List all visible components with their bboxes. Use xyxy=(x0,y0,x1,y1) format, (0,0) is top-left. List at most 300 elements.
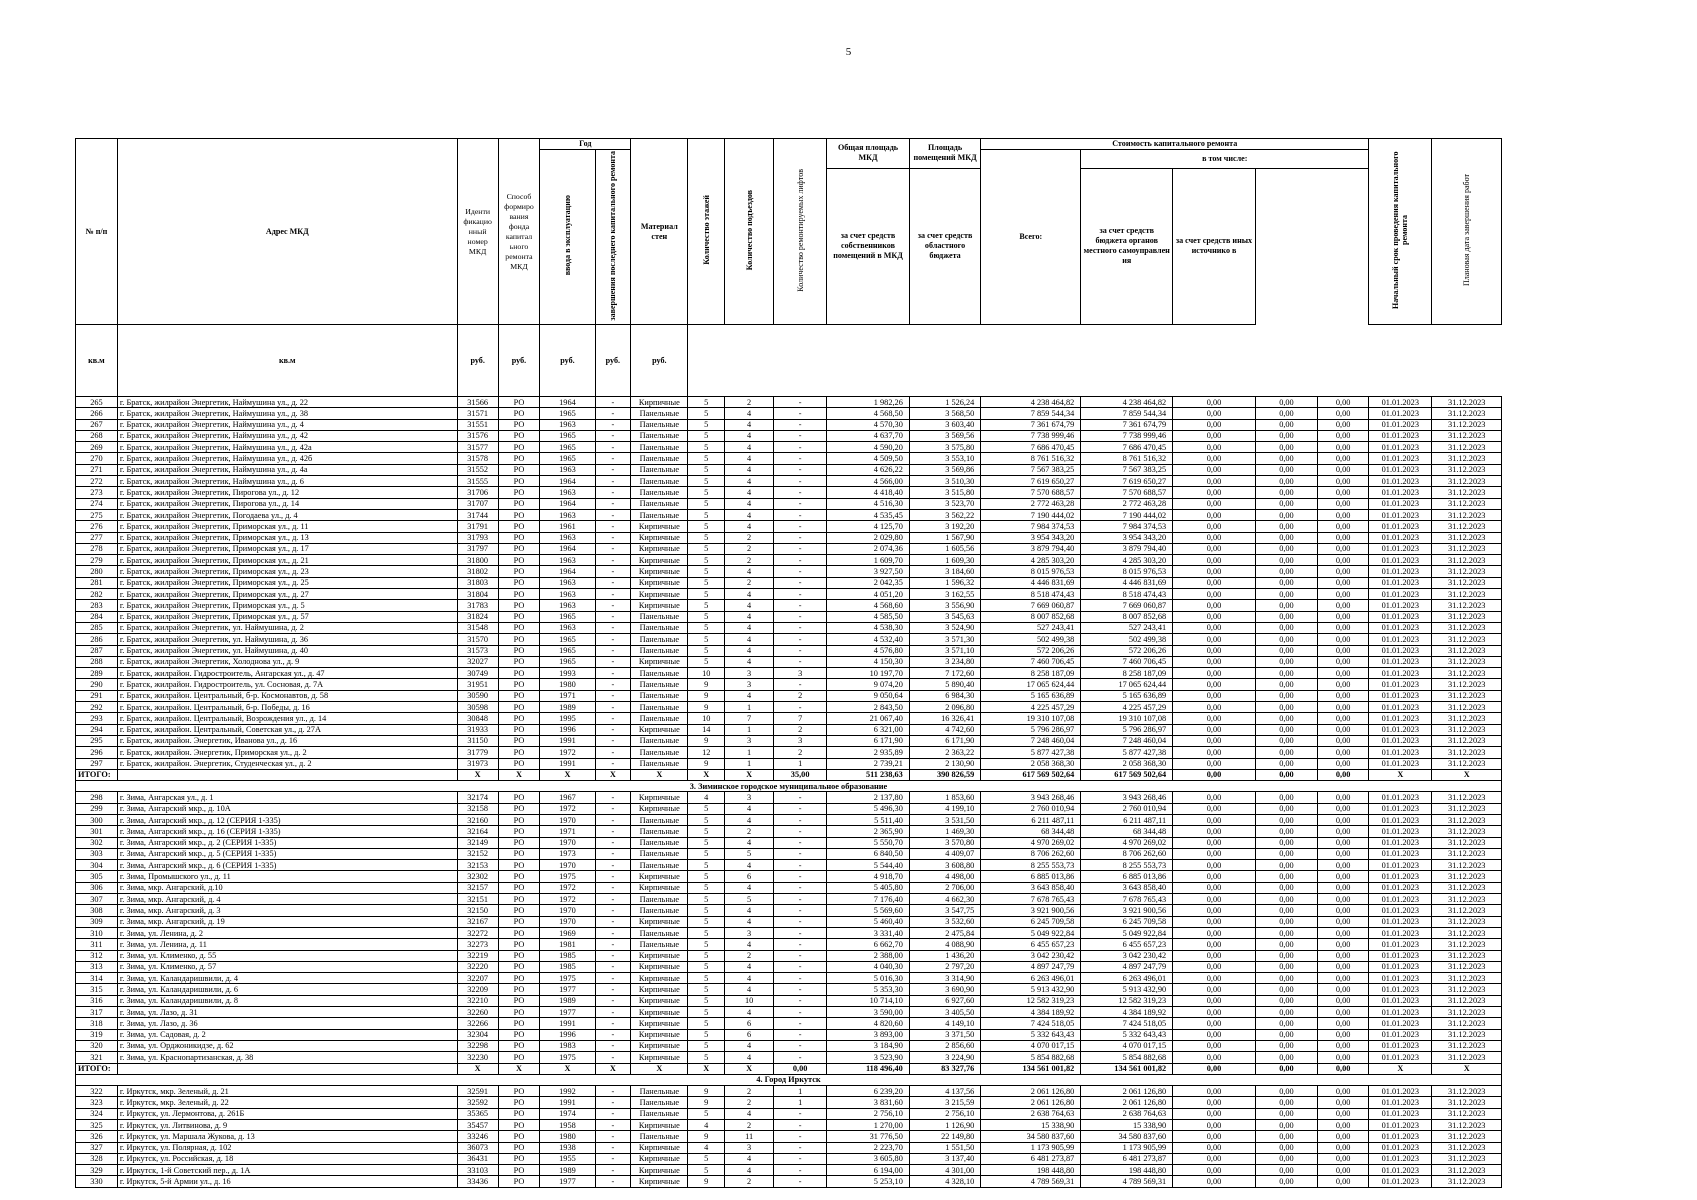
cell-fund-method: РО xyxy=(498,622,540,633)
cell-num: 287 xyxy=(76,645,118,656)
cell-year-commission: 1972 xyxy=(540,882,595,893)
cell-elevators: - xyxy=(774,916,827,927)
cell-end-date: 31.12.2023 xyxy=(1432,961,1502,972)
cell-wall-material: Панельные xyxy=(631,611,688,622)
cell-regional: 0,00 xyxy=(1173,702,1256,713)
cell-fund-method: РО xyxy=(498,1153,540,1164)
header-regional: за счет средств областного бюджета xyxy=(909,168,980,324)
cell-elevators: - xyxy=(774,1142,827,1153)
cell-floors: 5 xyxy=(688,1007,725,1018)
cell-end-date: 31.12.2023 xyxy=(1432,634,1502,645)
cell-end-date: 31.12.2023 xyxy=(1432,577,1502,588)
cell-id: X xyxy=(457,769,498,780)
cell-premises-area: 1 605,56 xyxy=(909,543,980,554)
cell-premises-area: 3 371,50 xyxy=(909,1029,980,1040)
cell-elevators: - xyxy=(774,939,827,950)
cell-premises-area: 1 436,20 xyxy=(909,950,980,961)
cell-id: 30848 xyxy=(457,713,498,724)
cell-wall-material: Кирпичные xyxy=(631,961,688,972)
cell-total-area: 3 927,50 xyxy=(827,566,910,577)
cell-other: 0,00 xyxy=(1318,927,1369,938)
cell-other: 0,00 xyxy=(1318,521,1369,532)
header-owners: за счет средств собственников помещений в МКД xyxy=(827,168,910,324)
cell-address: г. Иркутск, 1-й Советский пер., д. 1А xyxy=(117,1165,457,1176)
cell-address: г. Зима, Ангарская ул., д. 1 xyxy=(117,792,457,803)
cell-premises-area: 3 569,86 xyxy=(909,464,980,475)
cell-elevators: - xyxy=(774,1165,827,1176)
cell-regional: 0,00 xyxy=(1173,837,1256,848)
table-row xyxy=(76,566,1502,577)
cell-start-date: 01.01.2023 xyxy=(1369,950,1432,961)
cell-local: 0,00 xyxy=(1255,905,1317,916)
cell-year-commission: 1989 xyxy=(540,702,595,713)
cell-start-date: 01.01.2023 xyxy=(1369,476,1432,487)
cell-id: 36073 xyxy=(457,1142,498,1153)
cell-address: г. Братск, жилрайон Энергетик, Наймушина ул., д. 4 xyxy=(117,419,457,430)
cell-entrances: 2 xyxy=(725,555,774,566)
cell-other: 0,00 xyxy=(1318,713,1369,724)
cell-end-date: 31.12.2023 xyxy=(1432,905,1502,916)
cell-end-date: 31.12.2023 xyxy=(1432,735,1502,746)
cell-elevators: - xyxy=(774,453,827,464)
cell-total-area: 4 150,30 xyxy=(827,656,910,667)
table-row xyxy=(76,453,1502,464)
cell-floors: 10 xyxy=(688,713,725,724)
cell-address: г. Зима, Ангарский мкр., д. 2 (СЕРИЯ 1-335) xyxy=(117,837,457,848)
cell-local: 0,00 xyxy=(1255,973,1317,984)
cell-total-area: 4 585,50 xyxy=(827,611,910,622)
cell-total-area: 4 820,60 xyxy=(827,1018,910,1029)
cell-local: 0,00 xyxy=(1255,1007,1317,1018)
cell-year-last-repair: - xyxy=(595,939,631,950)
table-row xyxy=(76,1018,1502,1029)
cell-wall-material: Кирпичные xyxy=(631,543,688,554)
cell-regional: 0,00 xyxy=(1173,566,1256,577)
cell-id: 32164 xyxy=(457,826,498,837)
cell-year-last-repair: - xyxy=(595,724,631,735)
table-row xyxy=(76,1165,1502,1176)
cell-num: 278 xyxy=(76,543,118,554)
cell-id: 32174 xyxy=(457,792,498,803)
cell-floors: 5 xyxy=(688,521,725,532)
cell-premises-area: 1 469,30 xyxy=(909,826,980,837)
cell-local: 0,00 xyxy=(1255,702,1317,713)
cell-address: г. Братск, жилрайон Энергетик, Погодаева ул., д. 4 xyxy=(117,509,457,520)
cell-year-last-repair: - xyxy=(595,882,631,893)
cell-total-area: 4 538,30 xyxy=(827,622,910,633)
table-row xyxy=(76,532,1502,543)
cell-regional: 0,00 xyxy=(1173,814,1256,825)
cell-floors: 9 xyxy=(688,1086,725,1097)
cell-premises-area: 2 756,10 xyxy=(909,1108,980,1119)
cell-start-date: 01.01.2023 xyxy=(1369,442,1432,453)
cell-total-area: 4 051,20 xyxy=(827,589,910,600)
table-row xyxy=(76,656,1502,667)
cell-other: 0,00 xyxy=(1318,973,1369,984)
cell-local: 0,00 xyxy=(1255,397,1317,408)
cell-total-area: 2 756,10 xyxy=(827,1108,910,1119)
cell-num: ИТОГО: xyxy=(76,769,118,780)
cell-year-last-repair: - xyxy=(595,397,631,408)
cell-owners: 34 580 837,60 xyxy=(1081,1131,1173,1142)
cell-year-last-repair: - xyxy=(595,1153,631,1164)
cell-other: 0,00 xyxy=(1318,882,1369,893)
cell-elevators: - xyxy=(774,645,827,656)
cell-floors: 5 xyxy=(688,826,725,837)
cell-total-area: 118 496,40 xyxy=(827,1063,910,1074)
header-start-date-text: Начальный срок проведения капитального ремонта xyxy=(1391,151,1410,309)
cell-owners: 7 460 706,45 xyxy=(1081,656,1173,667)
cell-owners: 4 446 831,69 xyxy=(1081,577,1173,588)
cell-address: г. Братск, жилрайон Энергетик, Приморская ул., д. 23 xyxy=(117,566,457,577)
cell-id: 31803 xyxy=(457,577,498,588)
cell-num: ИТОГО: xyxy=(76,1063,118,1074)
cell-elevators: 35,00 xyxy=(774,769,827,780)
cell-other: 0,00 xyxy=(1318,984,1369,995)
cell-start-date: 01.01.2023 xyxy=(1369,679,1432,690)
cell-premises-area: 3 224,90 xyxy=(909,1052,980,1063)
cell-address: г. Зима, мкр. Ангарский, д.10 xyxy=(117,882,457,893)
cell-id: X xyxy=(457,1063,498,1074)
cell-start-date: 01.01.2023 xyxy=(1369,656,1432,667)
cell-other: 0,00 xyxy=(1318,826,1369,837)
cell-premises-area: 3 192,20 xyxy=(909,521,980,532)
cell-start-date: 01.01.2023 xyxy=(1369,430,1432,441)
table-row xyxy=(76,961,1502,972)
cell-address: г. Братск, жилрайон Энергетик, Наймушина ул., д. 4а xyxy=(117,464,457,475)
cell-other: 0,00 xyxy=(1318,837,1369,848)
cell-floors: 5 xyxy=(688,498,725,509)
cell-regional: 0,00 xyxy=(1173,950,1256,961)
cell-id: 32220 xyxy=(457,961,498,972)
cell-premises-area: 1 609,30 xyxy=(909,555,980,566)
cell-start-date: 01.01.2023 xyxy=(1369,577,1432,588)
cell-total-cost: 5 049 922,84 xyxy=(981,927,1081,938)
cell-local: 0,00 xyxy=(1255,498,1317,509)
cell-address: г. Зима, Ангарский мкр., д. 5 (СЕРИЯ 1-335) xyxy=(117,848,457,859)
cell-address: г. Зима, ул. Ленина, д. 11 xyxy=(117,939,457,950)
cell-fund-method: РО xyxy=(498,679,540,690)
cell-entrances: 4 xyxy=(725,419,774,430)
cell-premises-area: 3 571,10 xyxy=(909,645,980,656)
cell-local: 0,00 xyxy=(1255,995,1317,1006)
cell-other: 0,00 xyxy=(1318,397,1369,408)
cell-year-commission: 1970 xyxy=(540,916,595,927)
cell-total-cost: 7 190 444,02 xyxy=(981,509,1081,520)
cell-year-commission: 1964 xyxy=(540,543,595,554)
cell-id: 31577 xyxy=(457,442,498,453)
cell-regional: 0,00 xyxy=(1173,634,1256,645)
cell-total-area: 4 568,60 xyxy=(827,600,910,611)
cell-start-date: 01.01.2023 xyxy=(1369,826,1432,837)
cell-wall-material: Панельные xyxy=(631,679,688,690)
table-row xyxy=(76,1086,1502,1097)
cell-end-date: 31.12.2023 xyxy=(1432,1131,1502,1142)
cell-fund-method: РО xyxy=(498,600,540,611)
cell-other: 0,00 xyxy=(1318,894,1369,905)
cell-premises-area: 5 890,40 xyxy=(909,679,980,690)
cell-total-area: 4 918,70 xyxy=(827,871,910,882)
cell-end-date: 31.12.2023 xyxy=(1432,589,1502,600)
cell-total-cost: 7 669 060,87 xyxy=(981,600,1081,611)
cell-local: 0,00 xyxy=(1255,476,1317,487)
cell-id: 33436 xyxy=(457,1176,498,1187)
cell-total-cost: 6 263 496,01 xyxy=(981,973,1081,984)
cell-fund-method: РО xyxy=(498,521,540,532)
cell-local: 0,00 xyxy=(1255,927,1317,938)
cell-other: 0,00 xyxy=(1318,634,1369,645)
cell-start-date: 01.01.2023 xyxy=(1369,1142,1432,1153)
cell-year-last-repair: - xyxy=(595,1018,631,1029)
cell-entrances: 4 xyxy=(725,611,774,622)
cell-num: 328 xyxy=(76,1153,118,1164)
cell-start-date: 01.01.2023 xyxy=(1369,555,1432,566)
cell-total-cost: 8 761 516,32 xyxy=(981,453,1081,464)
cell-total-cost: 617 569 502,64 xyxy=(981,769,1081,780)
cell-premises-area: 7 172,60 xyxy=(909,668,980,679)
cell-owners: 8 518 474,43 xyxy=(1081,589,1173,600)
cell-entrances: 6 xyxy=(725,1018,774,1029)
cell-num: 276 xyxy=(76,521,118,532)
cell-floors: 5 xyxy=(688,927,725,938)
cell-address: г. Зима, Ангарский мкр., д. 6 (СЕРИЯ 1-335) xyxy=(117,860,457,871)
cell-wall-material: X xyxy=(631,1063,688,1074)
cell-premises-area: 3 571,30 xyxy=(909,634,980,645)
cell-id: 31555 xyxy=(457,476,498,487)
cell-local: 0,00 xyxy=(1255,894,1317,905)
cell-other: 0,00 xyxy=(1318,487,1369,498)
cell-elevators: - xyxy=(774,848,827,859)
cell-year-commission: 1965 xyxy=(540,442,595,453)
cell-year-last-repair: - xyxy=(595,408,631,419)
table-row xyxy=(76,1040,1502,1051)
cell-owners: 2 638 764,63 xyxy=(1081,1108,1173,1119)
cell-fund-method: РО xyxy=(498,1108,540,1119)
cell-entrances: 3 xyxy=(725,735,774,746)
cell-total-area: 4 626,22 xyxy=(827,464,910,475)
cell-address: г. Иркутск, ул. Лермонтова, д. 261Б xyxy=(117,1108,457,1119)
cell-address: г. Братск, жилрайон. Центральный, Возрождения ул., д. 14 xyxy=(117,713,457,724)
cell-owners: 4 238 464,82 xyxy=(1081,397,1173,408)
cell-year-last-repair: - xyxy=(595,871,631,882)
cell-year-commission: X xyxy=(540,1063,595,1074)
capital-repair-table xyxy=(75,138,1502,1188)
cell-fund-method: РО xyxy=(498,532,540,543)
cell-other: 0,00 xyxy=(1318,464,1369,475)
cell-local: 0,00 xyxy=(1255,1086,1317,1097)
cell-local: 0,00 xyxy=(1255,419,1317,430)
header-year-last-repair-text: завершения последнего капитального ремонта xyxy=(608,150,618,321)
cell-num: 279 xyxy=(76,555,118,566)
cell-address: г. Иркутск, мкр. Зеленый, д. 21 xyxy=(117,1086,457,1097)
cell-total-cost: 68 344,48 xyxy=(981,826,1081,837)
header-total-cost: Всего: xyxy=(981,150,1081,325)
cell-fund-method: РО xyxy=(498,453,540,464)
header-floors-text: Количество этажей xyxy=(701,195,711,265)
cell-end-date: 31.12.2023 xyxy=(1432,555,1502,566)
cell-entrances: 4 xyxy=(725,939,774,950)
cell-premises-area: 1 526,24 xyxy=(909,397,980,408)
table-row xyxy=(76,894,1502,905)
cell-owners: 3 042 230,42 xyxy=(1081,950,1173,961)
cell-year-commission: 1996 xyxy=(540,1029,595,1040)
cell-total-area: 2 074,36 xyxy=(827,543,910,554)
cell-num: 267 xyxy=(76,419,118,430)
cell-num: 322 xyxy=(76,1086,118,1097)
cell-elevators: - xyxy=(774,589,827,600)
cell-regional: 0,00 xyxy=(1173,645,1256,656)
cell-elevators: - xyxy=(774,1007,827,1018)
cell-regional: 0,00 xyxy=(1173,1086,1256,1097)
cell-fund-method: РО xyxy=(498,487,540,498)
cell-end-date: 31.12.2023 xyxy=(1432,1176,1502,1187)
cell-year-commission: 1963 xyxy=(540,589,595,600)
cell-start-date: 01.01.2023 xyxy=(1369,1018,1432,1029)
cell-regional: 0,00 xyxy=(1173,871,1256,882)
cell-local: 0,00 xyxy=(1255,453,1317,464)
cell-num: 277 xyxy=(76,532,118,543)
cell-id: 32151 xyxy=(457,894,498,905)
cell-fund-method: РО xyxy=(498,792,540,803)
cell-year-commission: 1964 xyxy=(540,397,595,408)
cell-total-area: 6 171,90 xyxy=(827,735,910,746)
cell-year-last-repair: - xyxy=(595,1052,631,1063)
cell-entrances: 4 xyxy=(725,1108,774,1119)
cell-owners: 7 570 688,57 xyxy=(1081,487,1173,498)
cell-total-area: 9 050,64 xyxy=(827,690,910,701)
cell-owners: 5 854 882,68 xyxy=(1081,1052,1173,1063)
cell-fund-method: РО xyxy=(498,973,540,984)
cell-fund-method: РО xyxy=(498,419,540,430)
cell-elevators: 2 xyxy=(774,690,827,701)
cell-fund-method: РО xyxy=(498,634,540,645)
cell-local: 0,00 xyxy=(1255,656,1317,667)
cell-num: 330 xyxy=(76,1176,118,1187)
cell-year-last-repair: - xyxy=(595,645,631,656)
cell-total-area: 3 893,00 xyxy=(827,1029,910,1040)
header-elevators xyxy=(774,139,827,325)
cell-floors: 5 xyxy=(688,408,725,419)
cell-fund-method: РО xyxy=(498,543,540,554)
cell-total-cost: 198 448,80 xyxy=(981,1165,1081,1176)
table-row xyxy=(76,577,1502,588)
cell-regional: 0,00 xyxy=(1173,577,1256,588)
cell-owners: 4 070 017,15 xyxy=(1081,1040,1173,1051)
cell-entrances: 5 xyxy=(725,848,774,859)
cell-entrances: 10 xyxy=(725,995,774,1006)
cell-wall-material: Панельные xyxy=(631,848,688,859)
cell-wall-material: Кирпичные xyxy=(631,916,688,927)
cell-wall-material: Панельные xyxy=(631,476,688,487)
cell-elevators: - xyxy=(774,566,827,577)
table-row xyxy=(76,600,1502,611)
cell-year-last-repair: - xyxy=(595,1029,631,1040)
cell-floors: 5 xyxy=(688,905,725,916)
cell-owners: 8 706 262,60 xyxy=(1081,848,1173,859)
cell-num: 317 xyxy=(76,1007,118,1018)
cell-local: 0,00 xyxy=(1255,487,1317,498)
cell-premises-area: 3 570,80 xyxy=(909,837,980,848)
cell-elevators: - xyxy=(774,487,827,498)
cell-wall-material: Панельные xyxy=(631,1097,688,1108)
cell-wall-material: Панельные xyxy=(631,826,688,837)
cell-other: 0,00 xyxy=(1318,419,1369,430)
cell-wall-material: Кирпичные xyxy=(631,1120,688,1131)
cell-other: 0,00 xyxy=(1318,1108,1369,1119)
header-cost-group: Стоимость капитального ремонта xyxy=(981,139,1369,150)
cell-elevators: - xyxy=(774,679,827,690)
cell-id: 31933 xyxy=(457,724,498,735)
cell-year-last-repair: - xyxy=(595,905,631,916)
cell-total-area: 4 040,30 xyxy=(827,961,910,972)
table-row xyxy=(76,1120,1502,1131)
cell-start-date: 01.01.2023 xyxy=(1369,543,1432,554)
cell-year-commission: 1972 xyxy=(540,747,595,758)
cell-total-area: 4 590,20 xyxy=(827,442,910,453)
cell-floors: 5 xyxy=(688,453,725,464)
cell-id: 31797 xyxy=(457,543,498,554)
cell-elevators: - xyxy=(774,894,827,905)
cell-wall-material: Кирпичные xyxy=(631,555,688,566)
cell-year-last-repair: - xyxy=(595,419,631,430)
cell-wall-material: Кирпичные xyxy=(631,1029,688,1040)
cell-premises-area: 3 405,50 xyxy=(909,1007,980,1018)
cell-local: 0,00 xyxy=(1255,848,1317,859)
cell-owners: 3 954 343,20 xyxy=(1081,532,1173,543)
cell-owners: 5 165 636,89 xyxy=(1081,690,1173,701)
cell-premises-area: 83 327,76 xyxy=(909,1063,980,1074)
cell-year-commission: 1965 xyxy=(540,611,595,622)
cell-floors: 5 xyxy=(688,961,725,972)
cell-total-cost: 7 738 999,46 xyxy=(981,430,1081,441)
cell-owners: 5 049 922,84 xyxy=(1081,927,1173,938)
cell-id: 32219 xyxy=(457,950,498,961)
cell-year-last-repair: - xyxy=(595,521,631,532)
cell-other: 0,00 xyxy=(1318,1086,1369,1097)
cell-year-last-repair: - xyxy=(595,848,631,859)
cell-year-last-repair: - xyxy=(595,543,631,554)
cell-year-commission: 1964 xyxy=(540,566,595,577)
cell-num: 289 xyxy=(76,668,118,679)
cell-other: 0,00 xyxy=(1318,1063,1369,1074)
cell-start-date: 01.01.2023 xyxy=(1369,498,1432,509)
cell-local: 0,00 xyxy=(1255,1142,1317,1153)
cell-num: 305 xyxy=(76,871,118,882)
cell-entrances: 1 xyxy=(725,724,774,735)
cell-total-area: 5 353,30 xyxy=(827,984,910,995)
cell-floors: 5 xyxy=(688,860,725,871)
cell-regional: 0,00 xyxy=(1173,453,1256,464)
cell-other: 0,00 xyxy=(1318,905,1369,916)
cell-total-area: 6 662,70 xyxy=(827,939,910,950)
cell-floors: 5 xyxy=(688,803,725,814)
cell-premises-area: 3 524,90 xyxy=(909,622,980,633)
cell-year-last-repair: - xyxy=(595,442,631,453)
cell-fund-method: РО xyxy=(498,1120,540,1131)
cell-end-date: 31.12.2023 xyxy=(1432,860,1502,871)
cell-other: 0,00 xyxy=(1318,566,1369,577)
total-row xyxy=(76,1063,1502,1074)
cell-other: 0,00 xyxy=(1318,645,1369,656)
cell-premises-area: 1 853,60 xyxy=(909,792,980,803)
cell-address: г. Иркутск, ул. Российская, д. 18 xyxy=(117,1153,457,1164)
cell-local: 0,00 xyxy=(1255,1052,1317,1063)
cell-wall-material: Панельные xyxy=(631,634,688,645)
cell-entrances: 2 xyxy=(725,1086,774,1097)
cell-total-area: 4 516,30 xyxy=(827,498,910,509)
cell-regional: 0,00 xyxy=(1173,464,1256,475)
cell-floors: 5 xyxy=(688,589,725,600)
